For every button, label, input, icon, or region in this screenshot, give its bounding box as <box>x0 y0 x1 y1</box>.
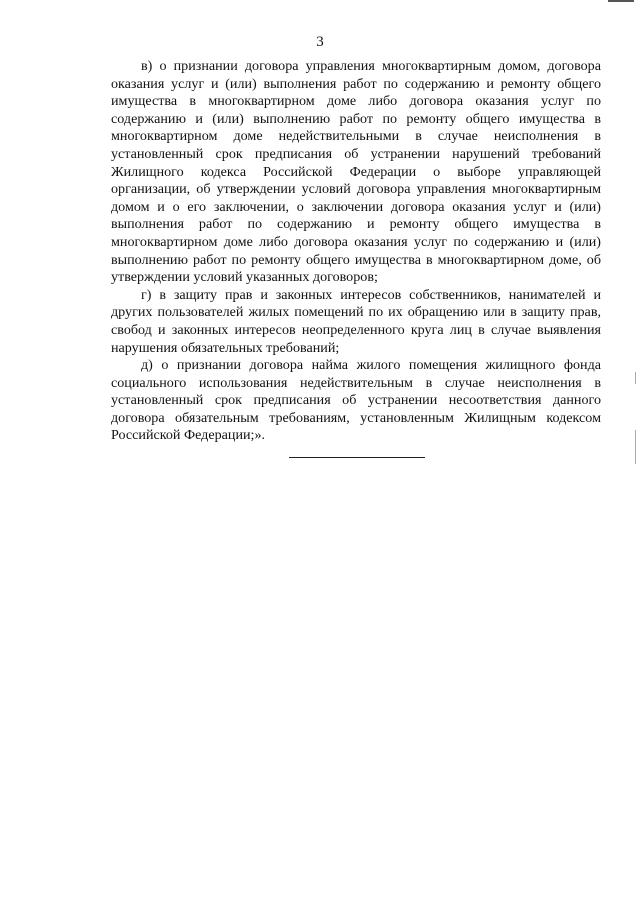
scan-edge-mark <box>635 372 636 384</box>
scan-edge-mark <box>635 430 636 464</box>
paragraph-v: в) о признании договора управления многоквартирным домом, договора оказания услуг и (или) выполнения работ по содержанию и ремонту общего имущества в многоквартирном доме либо договора оказания услуг по содержанию и (или) выполнению работ по ремонту общего имущества в многоквартирном доме недействительными в случае неисполнения в установленный срок предписания об устранении нарушений требований Жилищного кодекса Российской Федерации о выборе управляющей организации, об утверждении условий договора управления многоквартирным домом и о его заключении, о заключении договора оказания услуг и (или) выполнения работ по содержанию и ремонту общего имущества в многоквартирном доме либо договора оказания услуг по содержанию и (или) выполнению работ по ремонту общего имущества в многоквартирном доме, об утверждении условий указанных договоров; <box>111 58 601 286</box>
scan-edge-mark <box>608 0 634 2</box>
paragraph-g: г) в защиту прав и законных интересов собственников, нанимателей и других пользователей жилых помещений по их обращению или в защиту прав, свобод и законных интересов неопределенного круга лиц в случае выявления нарушения обязательных требований; <box>111 286 601 356</box>
closing-rule <box>289 457 425 458</box>
document-body <box>111 58 601 445</box>
page-number: 3 <box>316 34 324 50</box>
paragraph-d: д) о признании договора найма жилого помещения жилищного фонда социального использования недействительным в случае неисполнения в установленный срок предписания об устранении несоответствия данного договора обязательным требованиям, установленным Жилищным кодексом Российской Федерации;». <box>111 357 601 444</box>
